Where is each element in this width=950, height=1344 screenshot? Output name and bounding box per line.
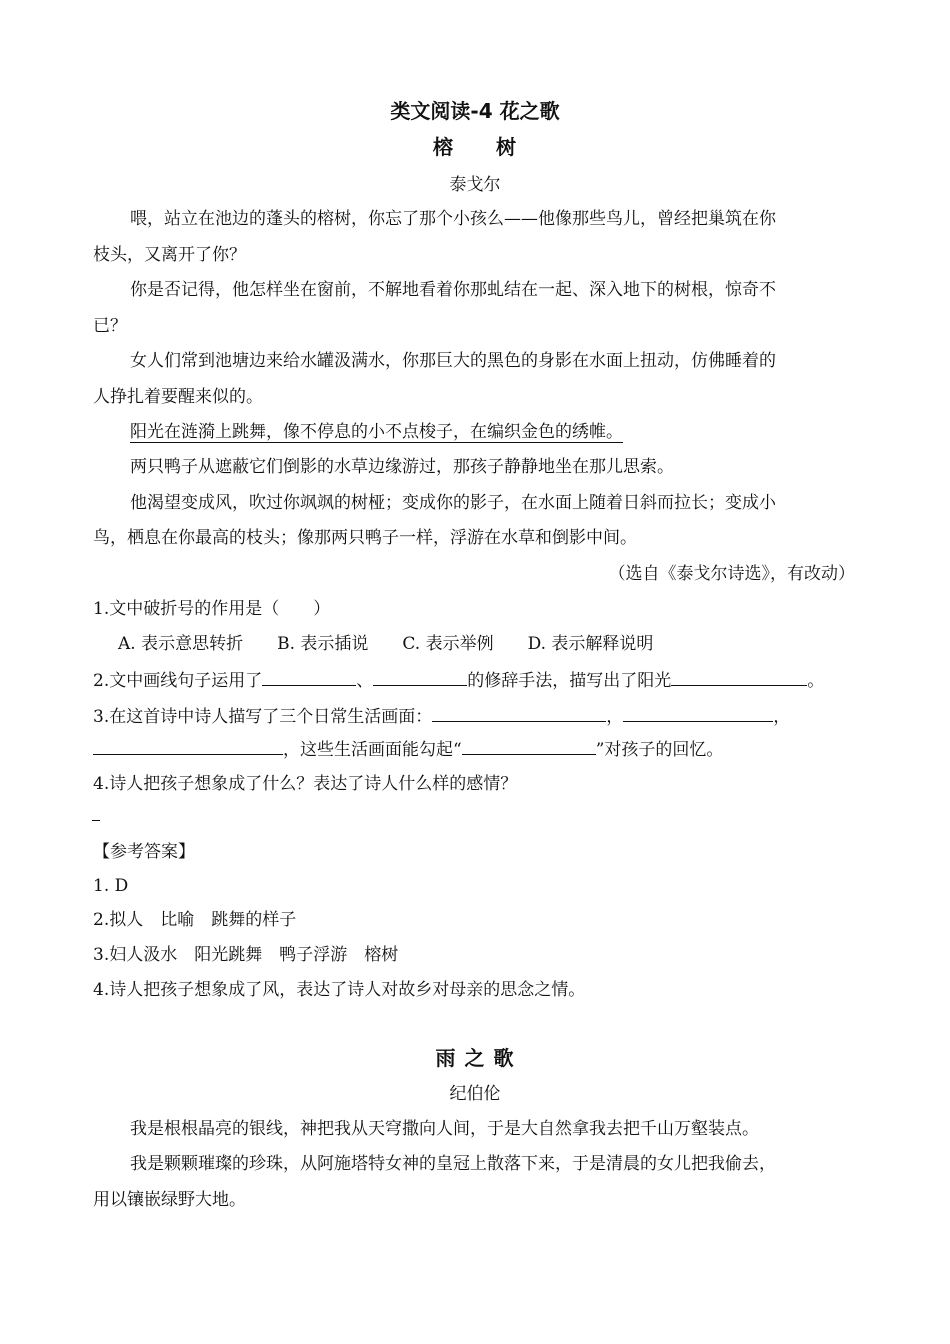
question-3-text: ，这些生活画面能勾起“	[283, 740, 462, 760]
poem1-line: 女人们常到池塘边来给水罐汲满水，你那巨大的黑色的身影在水面上扭动，仿佛睡着的	[130, 351, 776, 371]
poem1-line: 他渴望变成风，吹过你飒飒的树桠；变成你的影子，在水面上随着日斜而拉长；变成小	[130, 493, 776, 513]
poem1-title: 榕 树	[433, 135, 517, 159]
poem1-line: 喂，站立在池边的蓬头的榕树，你忘了那个小孩么——他像那些鸟儿，曾经把巢筑在你	[130, 209, 776, 229]
question-3-text: 3.在这首诗中诗人描写了三个日常生活画面：	[93, 707, 433, 727]
answer-blank[interactable]	[432, 703, 606, 722]
answer-3: 3.妇人汲水 阳光跳舞 鸭子浮游 榕树	[93, 945, 399, 965]
poem1-line: 人挣扎着要醒来似的。	[93, 387, 263, 407]
underlined-sentence: 阳光在涟漪上跳舞，像不停息的小不点梭子，在编织金色的绣帷。	[130, 422, 623, 442]
answer-blank[interactable]	[671, 667, 807, 686]
answers-heading: 【参考答案】	[93, 842, 195, 862]
document-title: 类文阅读-4 花之歌	[390, 99, 560, 123]
answer-blank[interactable]	[462, 736, 596, 755]
answer-1: 1. D	[93, 876, 129, 896]
question-4: 4.诗人把孩子想象成了什么？表达了诗人什么样的感情？	[93, 774, 518, 794]
question-1-options: A. 表示意思转折 B. 表示插说 C. 表示举例 D. 表示解释说明	[118, 634, 654, 654]
question-2-text: 。	[807, 671, 825, 691]
answer-4: 4.诗人把孩子想象成了风，表达了诗人对故乡对母亲的思念之情。	[93, 980, 586, 1000]
answer-blank[interactable]	[623, 703, 773, 722]
question-3-cont	[93, 736, 723, 762]
question-3-text: ，	[606, 707, 624, 727]
poem1-line: 枝头，又离开了你？	[93, 245, 246, 265]
poem1-line: 你是否记得，他怎样坐在窗前，不解地看着你那虬结在一起、深入地下的树根，惊奇不	[130, 280, 776, 300]
question-1: 1.文中破折号的作用是（ ）	[93, 599, 331, 619]
question-2-text: 的修辞手法，描写出了阳光	[467, 671, 672, 691]
question-2	[93, 667, 824, 693]
question-3	[93, 703, 790, 729]
question-2-text: 2.文中画线句子运用了	[93, 671, 263, 691]
poem1-line: 已？	[93, 316, 127, 336]
answer-blank[interactable]	[262, 667, 356, 686]
poem2-line: 用以镶嵌绿野大地。	[93, 1190, 246, 1210]
question-2-text: 、	[356, 671, 374, 691]
poem2-author: 纪伯伦	[449, 1084, 501, 1104]
poem1-source: （选自《泰戈尔诗选》，有改动）	[608, 564, 855, 584]
poem2-title: 雨 之 歌	[435, 1046, 515, 1070]
answer-line-mark	[92, 820, 100, 821]
answer-blank[interactable]	[93, 736, 283, 755]
answer-blank[interactable]	[373, 667, 467, 686]
poem1-author: 泰戈尔	[449, 175, 501, 195]
poem2-line: 我是根根晶亮的银线，神把我从天穹撒向人间，于是大自然拿我去把千山万壑装点。	[130, 1119, 759, 1139]
poem1-line: 鸟，栖息在你最高的枝头；像那两只鸭子一样，浮游在水草和倒影中间。	[93, 528, 637, 548]
question-3-text: ”对孩子的回忆。	[595, 740, 724, 760]
poem1-line: 两只鸭子从遮蔽它们倒影的水草边缘游过，那孩子静静地坐在那儿思索。	[130, 457, 674, 477]
question-3-text: ，	[773, 707, 791, 727]
poem2-line: 我是颗颗璀璨的珍珠，从阿施塔特女神的皇冠上散落下来，于是清晨的女儿把我偷去，	[130, 1154, 776, 1174]
answer-2: 2.拟人 比喻 跳舞的样子	[93, 910, 297, 930]
